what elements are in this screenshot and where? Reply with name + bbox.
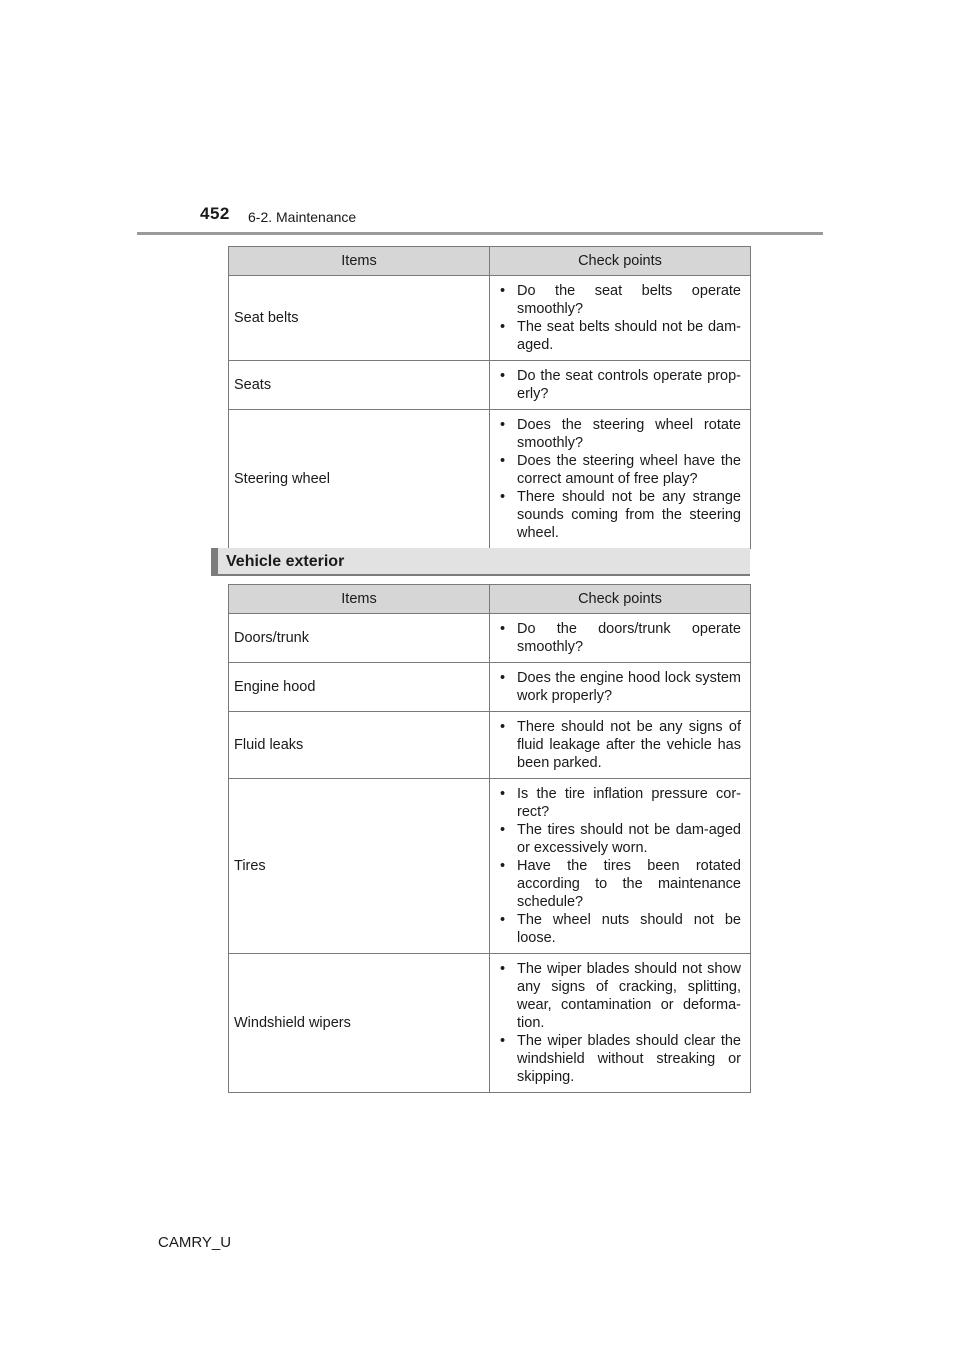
column-header-items: Items	[229, 247, 490, 276]
check-points-cell	[490, 663, 751, 712]
table-row	[229, 410, 751, 549]
check-point: • Do the doors/trunk operate smoothly?	[500, 620, 741, 656]
check-point: • The wiper blades should not show any signs of cracking, splitting, wear, contamination or deforma-tion.	[500, 960, 741, 1032]
column-header-check-points: Check points	[490, 585, 751, 614]
check-point: • The seat belts should not be dam-aged.	[500, 318, 741, 354]
section-heading-vehicle-exterior	[211, 548, 750, 576]
table-row	[229, 663, 751, 712]
table-header-row	[229, 585, 751, 614]
table-row	[229, 361, 751, 410]
check-points-cell	[490, 954, 751, 1093]
section-title: 6-2. Maintenance	[248, 209, 357, 225]
check-points-cell	[490, 410, 751, 549]
check-point: • Does the steering wheel have the correct amount of free play?	[500, 452, 741, 488]
check-point: • There should not be any strange sounds coming from the steering wheel.	[500, 488, 741, 542]
column-header-items: Items	[229, 585, 490, 614]
item-cell: Tires	[229, 779, 490, 954]
check-point: • The wheel nuts should not be loose.	[500, 911, 741, 947]
header-rule	[137, 232, 823, 235]
table-row	[229, 779, 751, 954]
table-row	[229, 614, 751, 663]
interior-check-table	[228, 246, 751, 549]
exterior-check-table	[228, 584, 751, 1093]
section-heading-text: Vehicle exterior	[226, 553, 345, 570]
check-point: • Do the seat belts operate smoothly?	[500, 282, 741, 318]
item-cell: Engine hood	[229, 663, 490, 712]
table-header-row	[229, 247, 751, 276]
item-cell: Windshield wipers	[229, 954, 490, 1093]
table-row	[229, 954, 751, 1093]
check-points-cell	[490, 361, 751, 410]
check-point: • Is the tire inflation pressure cor-rect?	[500, 785, 741, 821]
check-point: • Does the steering wheel rotate smoothly?	[500, 416, 741, 452]
check-point: • Does the engine hood lock system work properly?	[500, 669, 741, 705]
check-point: • The wiper blades should clear the windshield without streaking or skipping.	[500, 1032, 741, 1086]
check-point: • Have the tires been rotated according to the maintenance schedule?	[500, 857, 741, 911]
check-points-cell	[490, 614, 751, 663]
item-cell: Steering wheel	[229, 410, 490, 549]
check-points-cell	[490, 779, 751, 954]
check-point: • Do the seat controls operate prop-erly?	[500, 367, 741, 403]
table-row	[229, 276, 751, 361]
item-cell: Seat belts	[229, 276, 490, 361]
item-cell: Doors/trunk	[229, 614, 490, 663]
table-row	[229, 712, 751, 779]
check-points-cell	[490, 276, 751, 361]
check-point: • The tires should not be dam-aged or excessively worn.	[500, 821, 741, 857]
column-header-check-points: Check points	[490, 247, 751, 276]
item-cell: Seats	[229, 361, 490, 410]
footer-model-code: CAMRY_U	[158, 1234, 232, 1251]
check-point: • There should not be any signs of fluid leakage after the vehicle has been parked.	[500, 718, 741, 772]
page-number: 452	[200, 204, 230, 223]
item-cell: Fluid leaks	[229, 712, 490, 779]
check-points-cell	[490, 712, 751, 779]
